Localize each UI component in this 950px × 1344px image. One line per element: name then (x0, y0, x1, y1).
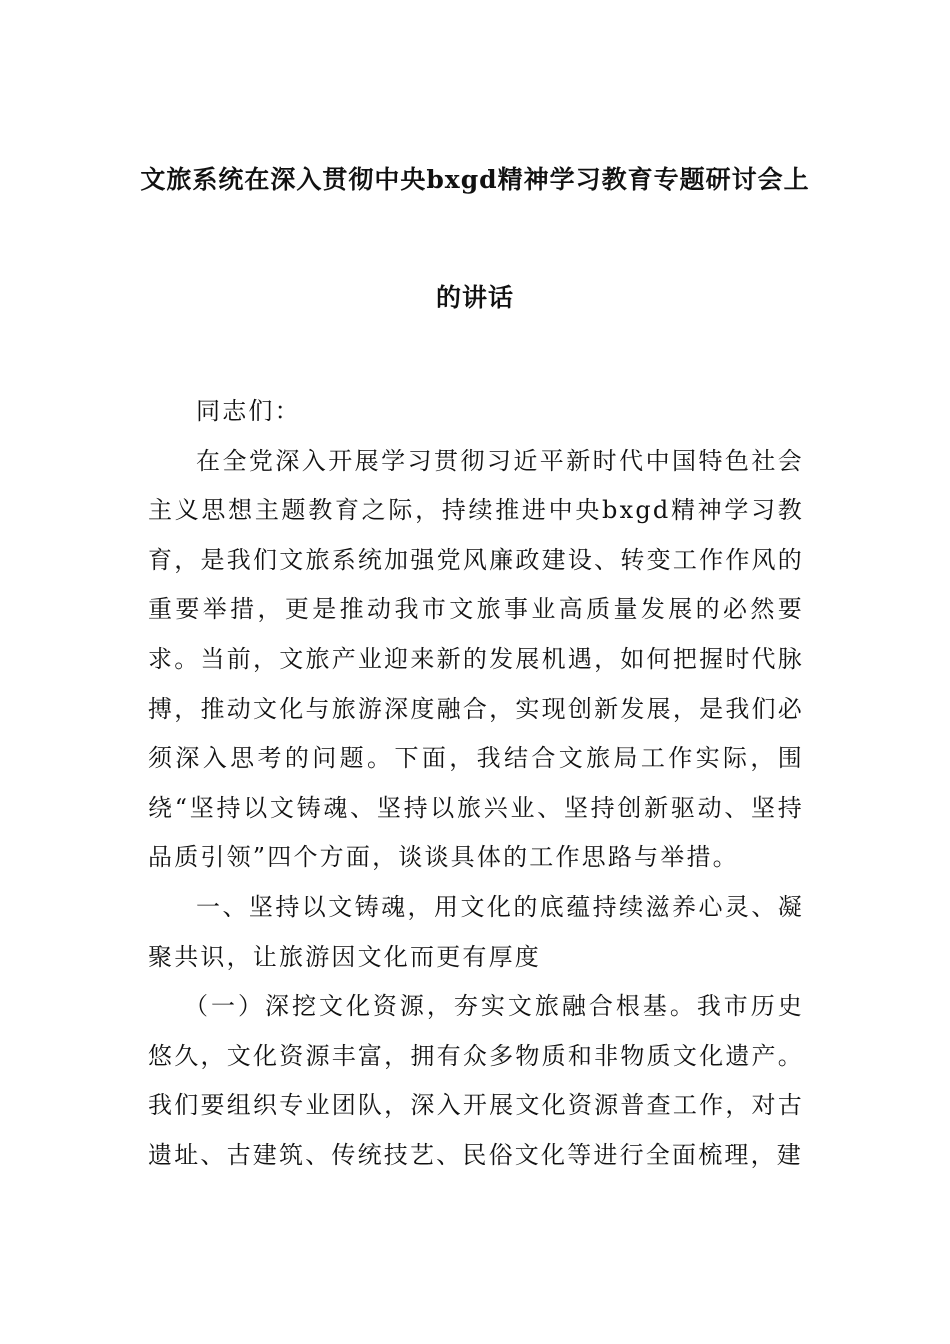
salutation-paragraph: 同志们： (196, 397, 301, 425)
intro-paragraph: 在全党深入开展学习贯彻习近平新时代中国特色社会主义思想主题教育之际，持续推进中央bxgd精神学习教育，是我们文旅系统加强党风廉政建设、转变工作作风的重要举措，更是推动我市文旅事业高质量发展的必然要求。当前，文旅产业迎来新的发展机遇，如何把握时代脉搏，推动文化与旅游深度融合，实现创新发展，是我们必须深入思考的问题。下面，我结合文旅局工作实际，围绕“坚持以文铸魂、坚持以旅兴业、坚持创新驱动、坚持品质引领”四个方面，谈谈具体的工作思路与举措。 (148, 446, 804, 872)
document-body (148, 387, 804, 1181)
document-title-line-2: 的讲话 (435, 283, 514, 312)
section-heading-1: 一、坚持以文铸魂，用文化的底蕴持续滋养心灵、凝聚共识，让旅游因文化而更有厚度 (148, 892, 804, 971)
subsection-paragraph-1: （一）深挖文化资源，夯实文旅融合根基。我市历史悠久，文化资源丰富，拥有众多物质和非物质文化遗产。我们要组织专业团队，深入开展文化资源普查工作，对古遗址、古建筑、传统技艺、民俗文化等进行全面梳理，建 (148, 992, 804, 1169)
document-title-line-1: 文旅系统在深入贯彻中央bxgd精神学习教育专题研讨会上 (140, 165, 810, 194)
